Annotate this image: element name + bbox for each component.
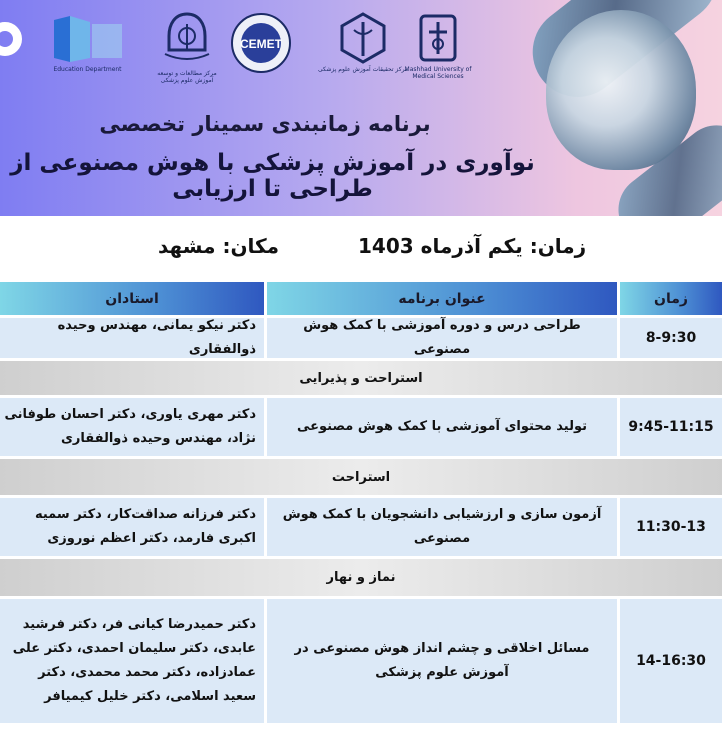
session-topic: آزمون سازی و ارزشیابی دانشجویان با کمک هوش مصنوعی [267,498,617,556]
cemet-logo [230,12,292,74]
session-teachers: دکتر نیکو یمانی، مهندس وحیده ذوالفقاری [0,318,264,358]
header-topic: عنوان برنامه [267,282,617,315]
break-row: استراحت و پذیرایی [0,361,722,395]
event-place: مکان: مشهد [158,234,280,258]
partial-circle-logo-icon [0,22,22,56]
cemet-logo-text: CEMET [240,37,282,51]
session-time: 14-16:30 [620,599,722,723]
table-row [0,599,722,723]
header-banner [0,0,722,216]
session-topic: تولید محتوای آموزشی با کمک هوش مصنوعی [267,398,617,456]
table-row [0,398,722,456]
table-row [0,498,722,556]
header-teachers: استادان [0,282,264,315]
mums-education-center-logo: مرکز مطالعات و توسعه آموزش علوم پزشکی [152,10,222,84]
session-time: 8-9:30 [620,318,722,358]
session-time: 11:30-13 [620,498,722,556]
education-department-logo: Education Department [50,14,125,73]
session-teachers: دکتر مهری یاوری، دکتر احسان طوفانی نژاد، مهندس وحیده ذوالفقاری [0,398,264,456]
session-topic: مسائل اخلاقی و چشم انداز هوش مصنوعی در آموزش علوم پزشکی [267,599,617,723]
session-topic: طراحی درس و دوره آموزشی با کمک هوش مصنوعی [267,318,617,358]
seminar-schedule-title: برنامه زمانبندی سمینار تخصصی [99,112,431,136]
break-row: نماز و نهار [0,559,722,596]
table-header-row [0,282,722,315]
table-row [0,318,722,358]
seminar-topic-title: نوآوری در آموزش پزشکی با هوش مصنوعی از طراحی تا ارزیابی [10,150,535,202]
session-teachers: دکتر حمیدرضا کیانی فر، دکتر فرشید عابدی، دکتر سلیمان احمدی، دکتر علی عمادزاده، دکتر محمد محمدی، دکتر سعید اسلامی، دکتر خلیل کیمیافر [0,599,264,723]
ai-robot-head-image [546,10,696,170]
session-time: 9:45-11:15 [620,398,722,456]
event-time: زمان: یکم آذرماه 1403 [358,234,587,258]
header-time: زمان [620,282,722,315]
mashhad-university-logo: Mashhad University of Medical Sciences [400,10,476,80]
session-teachers: دکتر فرزانه صداقت‌کار، دکتر سمیه اکبری فارمد، دکتر اعظم نوروزی [0,498,264,556]
break-row: استراحت [0,459,722,495]
medical-education-research-logo: مرکز تحقیقات آموزش علوم پزشکی [318,10,408,73]
